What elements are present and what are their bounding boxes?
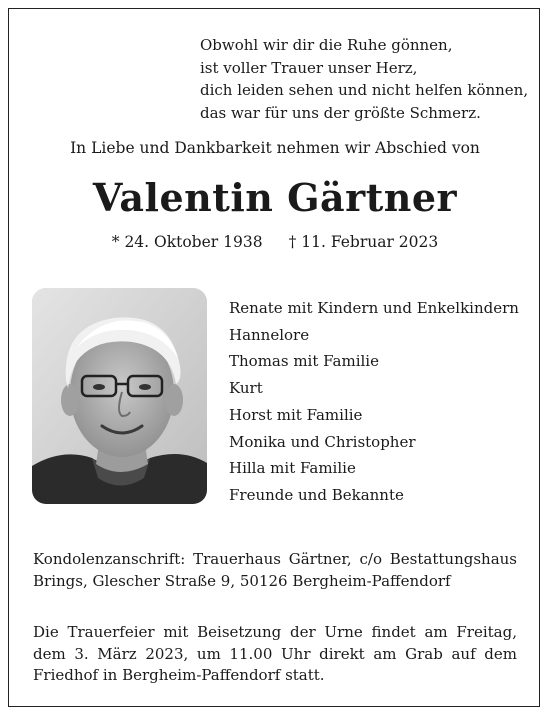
poem-line: ist voller Trauer unser Herz, [200,58,418,77]
poem-line: Obwohl wir dir die Ruhe gönnen, [200,36,453,54]
birth-date: * 24. Oktober 1938 [111,233,263,251]
poem [200,34,528,124]
mourner-item: Thomas mit Familie [229,352,379,371]
portrait-photo [32,288,207,504]
condolence-address: Kondolenzanschrift: Trauerhaus Gärtner, c/o Bestattungshaus Brings, Glescher Straße 9, 50126 Bergheim-Paffendorf [33,550,517,590]
mourner-item: Horst mit Familie [229,405,363,424]
mourner-item: Freunde und Bekannte [229,485,404,504]
poem-line: das war für uns der größte Schmerz. [200,103,481,122]
death-date: † 11. Februar 2023 [288,233,439,251]
deceased-name: Valentin Gärtner [92,175,458,220]
mourner-item: Hilla mit Familie [229,459,356,478]
poem-line: dich leiden sehen und nicht helfen können, [200,81,529,99]
mourner-item: Monika und Christopher [229,432,416,451]
mourner-item: Kurt [229,379,263,398]
mourner-item: Renate mit Kindern und Enkelkindern [229,299,519,317]
portrait-icon [32,288,207,504]
mourners-list [229,295,519,509]
life-dates [0,232,550,252]
mourner-item: Hannelore [229,325,310,344]
intro-text: In Liebe und Dankbarkeit nehmen wir Abschied von [70,139,480,157]
service-info: Die Trauerfeier mit Beisetzung der Urne findet am Freitag, dem 3. März 2023, um 11.00 Uhr direkt am Grab auf dem Friedhof in Bergheim-Paffendorf statt. [33,623,517,684]
